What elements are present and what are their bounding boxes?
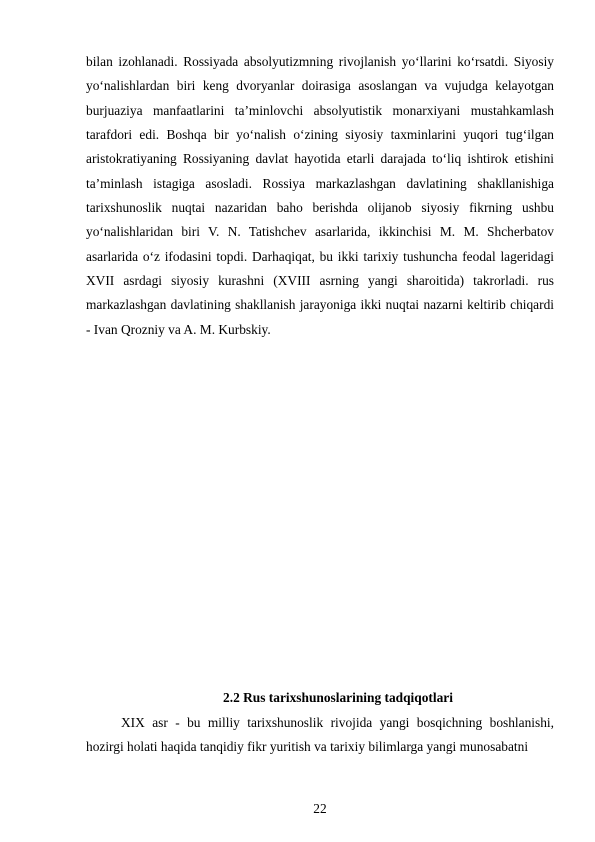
section-heading: 2.2 Rus tarixshunoslarining tadqiqotlari xyxy=(223,690,453,705)
body-paragraph-continued: XIX asr - bu milliy tarixshunoslik rivojida yangi bosqichning boshlanishi, hozirgi holati haqida tanqidiy fikr yuritish va tarixiy bilimlarga yangi munosabatni xyxy=(86,715,554,755)
body-paragraph: bilan izohlanadi. Rossiyada absolyutizmning rivojlanish yo‘llarini ko‘rsatdi. Siyosiy yo‘nalishlardan biri keng dvoryanlar doirasiga asoslangan va vujudga kelayotgan burjuaziya manfaatlarini ta’minlovchi absolyutistik monarxiyani mustahkamlash tarafdori edi. Boshqa bir yo‘nalish o‘zining siyosiy taxminlarini yuqori tug‘ilgan aristokratiyaning Rossiyaning davlat hayotida etarli darajada to‘liq ishtirok etishini ta’minlash istagiga asosladi. Rossiya markazlashgan davlatining shakllanishiga tarixshunoslik nuqtai nazaridan baho berishda olijanob siyosiy fikrning ushbu yo‘nalishlaridan biri V. N. Tatishchev asarlarida, ikkinchisi M. M. Shcherbatov asarlarida o‘z ifodasini topdi. Darhaqiqat, bu ikki tarixiy tushuncha feodal lageridagi XVII asrdagi siyosiy kurashni (XVIII asrning yangi sharoitida) takrorladi. rus markazlashgan davlatining shakllanish jarayoniga ikki nuqtai nazarni keltirib chiqardi - Ivan Qrozniy va A. M. Kurbskiy. xyxy=(86,54,554,337)
page-number: 22 xyxy=(313,801,327,816)
